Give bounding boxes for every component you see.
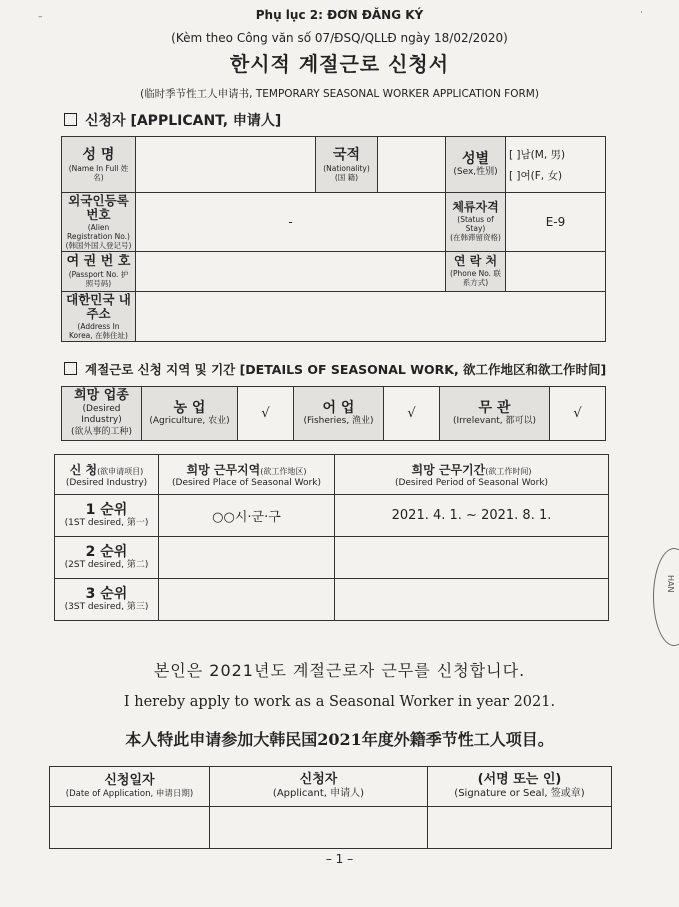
- applicant-label: 신청자 (Applicant, 申请人): [210, 767, 428, 807]
- signature-label: (서명 또는 인) (Signature or Seal, 签或章): [428, 767, 612, 807]
- rank-1-period[interactable]: 2021. 4. 1. ~ 2021. 8. 1.: [335, 495, 609, 537]
- appendix-title: Phụ lục 2: ĐƠN ĐĂNG KÝ: [255, 8, 424, 22]
- industry-irrelevant-check[interactable]: √: [550, 387, 606, 441]
- industry-fisheries-label: 어 업 (Fisheries, 渔业): [294, 387, 384, 441]
- industry-agriculture-label: 농 업 (Agriculture, 农业): [142, 387, 238, 441]
- seal-stamp: HAN: [653, 548, 679, 646]
- desired-work-table: [54, 454, 609, 621]
- address-field[interactable]: [136, 291, 606, 341]
- signature-field[interactable]: [428, 807, 612, 849]
- checkbox-icon: [64, 113, 77, 126]
- address-label: 대한민국 내 주소 (Address In Korea, 在韩住址): [62, 291, 136, 341]
- rank-2-period[interactable]: [335, 537, 609, 579]
- passport-label: 여 권 번 호 (Passport No. 护照号码): [62, 251, 136, 291]
- reference-line: (Kèm theo Công văn số 07/ĐSQ/QLLĐ ngày 18/02/2020): [171, 31, 508, 45]
- column-header-period: 희망 근무기간(欲工作时间) (Desired Period of Seasonal Work): [335, 455, 609, 495]
- rank-3-period[interactable]: [335, 579, 609, 621]
- declaration-chinese: 本人特此申请参加大韩民国2021年度外籍季节性工人项目。: [125, 730, 554, 749]
- gender-female-option[interactable]: [ ]여(F, 女): [509, 169, 563, 182]
- declaration-english: I hereby apply to work as a Seasonal Worker in year 2021.: [123, 694, 556, 710]
- industry-fisheries-check[interactable]: √: [384, 387, 440, 441]
- status-of-stay-label: 체류자격 (Status of Stay) (在韩滞留资格): [446, 193, 506, 252]
- work-heading: 계절근로 신청 지역 및 기간 [DETAILS OF SEASONAL WORK, 欲工作地区和欲工作时间]: [64, 360, 606, 378]
- industry-agriculture-check[interactable]: √: [238, 387, 294, 441]
- rank-1-label: 1 순위 (1ST desired, 第一): [55, 495, 159, 537]
- column-header-rank: 신 청(欲申请项目) (Desired Industry): [55, 455, 159, 495]
- form-title: 한시적 계절근로 신청서: [229, 52, 450, 76]
- page-number: – 1 –: [325, 852, 354, 866]
- gender-label: 성별 (Sex,性别): [446, 137, 506, 193]
- nationality-field[interactable]: [378, 137, 446, 193]
- date-field[interactable]: [50, 807, 210, 849]
- scan-speck: –: [38, 12, 43, 22]
- gender-options[interactable]: [506, 137, 606, 193]
- status-of-stay-field[interactable]: E-9: [506, 193, 606, 252]
- passport-field[interactable]: [136, 251, 446, 291]
- rank-3-place[interactable]: [159, 579, 335, 621]
- industry-table: [61, 386, 606, 441]
- applicant-field[interactable]: [210, 807, 428, 849]
- phone-field[interactable]: [506, 251, 606, 291]
- alien-reg-field[interactable]: -: [136, 193, 446, 252]
- column-header-place: 희망 근무지역(欲工作地区) (Desired Place of Seasonal Work): [159, 455, 335, 495]
- gender-male-option[interactable]: [ ]남(M, 男): [509, 148, 566, 161]
- alien-reg-label: 외국인등록번호 (Alien Registration No.) (韩国外国人登记号): [62, 193, 136, 252]
- declaration-korean: 본인은 2021년도 계절근로자 근무를 신청합니다.: [153, 661, 526, 680]
- name-field[interactable]: [136, 137, 316, 193]
- nationality-label: 국적 (Nationality) (国 籍): [316, 137, 378, 193]
- applicant-table: [61, 136, 606, 342]
- rank-2-label: 2 순위 (2ST desired, 第二): [55, 537, 159, 579]
- scan-speck: ·: [640, 8, 643, 18]
- checkbox-icon: [64, 362, 77, 375]
- table-row: [55, 537, 609, 579]
- table-row: [55, 579, 609, 621]
- industry-irrelevant-label: 무 관 (Irrelevant, 都可以): [440, 387, 550, 441]
- applicant-heading: 신청자 [APPLICANT, 申请人]: [64, 110, 281, 130]
- signature-table: [49, 766, 612, 849]
- industry-label: 희망 업종 (Desired Industry) (欲从事的工种): [62, 387, 142, 441]
- phone-label: 연 락 처 (Phone No. 联系方式): [446, 251, 506, 291]
- form-subtitle: (临时季节性工人申请书, TEMPORARY SEASONAL WORKER APPLICATION FORM): [140, 88, 539, 100]
- date-label: 신청일자 (Date of Application, 申请日期): [50, 767, 210, 807]
- rank-1-place[interactable]: ○○시·군·구: [159, 495, 335, 537]
- name-label: 성 명 (Name In Full 姓名): [62, 137, 136, 193]
- rank-2-place[interactable]: [159, 537, 335, 579]
- rank-3-label: 3 순위 (3ST desired, 第三): [55, 579, 159, 621]
- table-row: [55, 495, 609, 537]
